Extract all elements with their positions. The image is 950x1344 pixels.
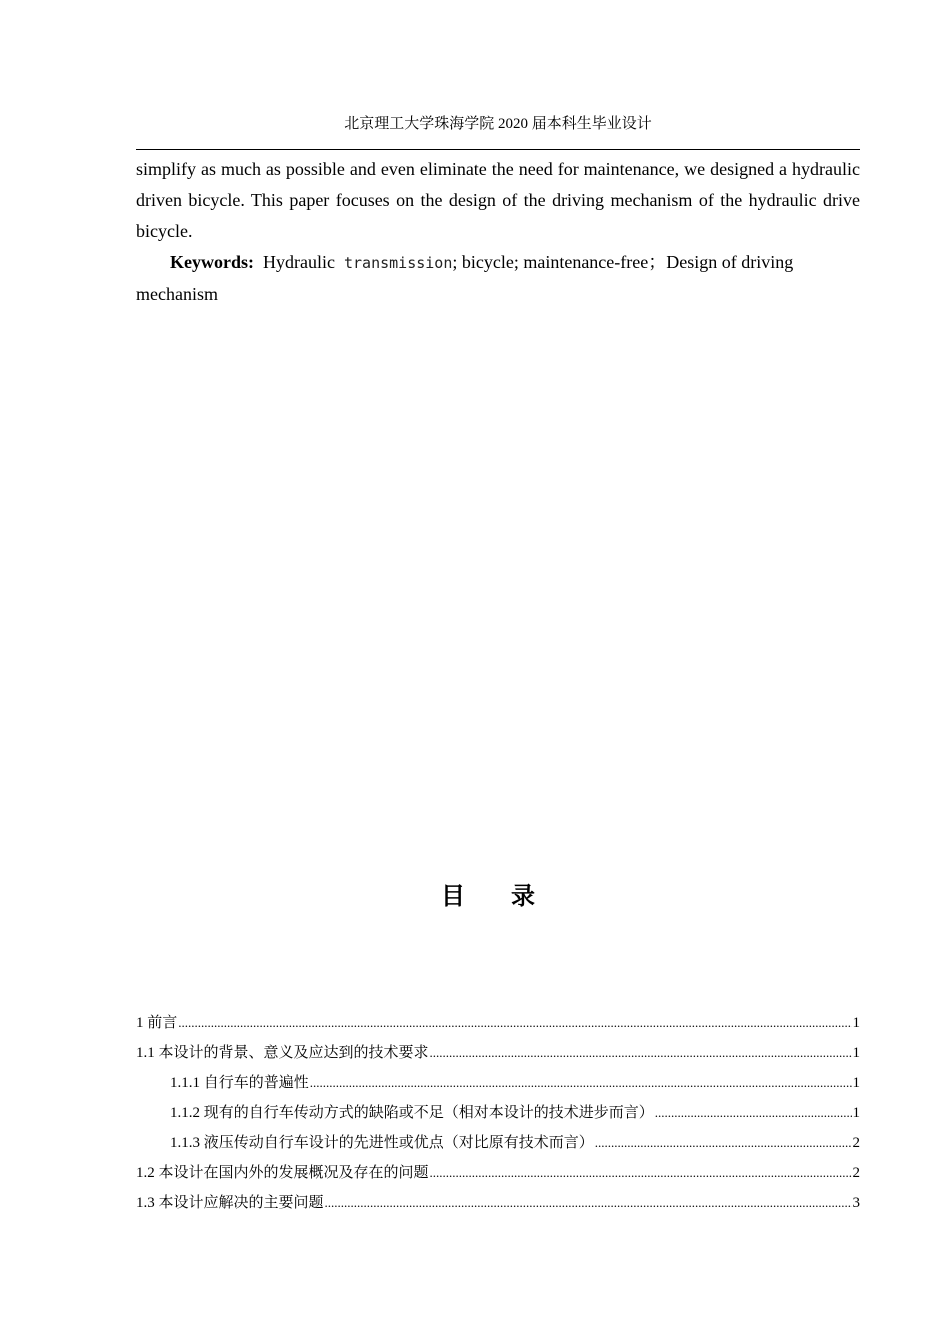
toc-entry-text: 1.1.1 自行车的普遍性	[170, 1075, 309, 1091]
toc-entry[interactable]	[136, 1160, 860, 1190]
toc-entry[interactable]	[136, 1070, 860, 1100]
toc-entry-text: 1 前言	[136, 1015, 178, 1031]
toc-entry-page: 1	[852, 1015, 860, 1031]
toc-leader-dots	[595, 1130, 852, 1156]
page-header: 北京理工大学珠海学院 2020 届本科生毕业设计	[344, 116, 652, 132]
toc-entry-text: 1.1 本设计的背景、意义及应达到的技术要求	[136, 1045, 429, 1061]
toc-entry-text: 1.1.3 液压传动自行车设计的先进性或优点（对比原有技术而言）	[170, 1135, 594, 1151]
toc-entry-text: 1.3 本设计应解决的主要问题	[136, 1195, 324, 1211]
toc-entry[interactable]	[136, 1010, 860, 1040]
toc-entry-page: 3	[852, 1195, 860, 1211]
toc-entry-page: 1	[852, 1045, 860, 1061]
toc-entry-page: 2	[852, 1165, 860, 1181]
toc-leader-dots	[325, 1190, 852, 1216]
abstract-body	[136, 154, 860, 310]
keywords-rest: ; bicycle; maintenance-free；Design of driving mechanism	[136, 252, 794, 304]
toc-leader-dots	[430, 1160, 852, 1186]
toc-entry[interactable]	[136, 1100, 860, 1130]
toc-entry-page: 1	[852, 1075, 860, 1091]
toc-entry-text: 1.1.2 现有的自行车传动方式的缺陷或不足（相对本设计的技术进步而言）	[170, 1105, 654, 1121]
toc-entry-page: 2	[852, 1135, 860, 1151]
toc-entry[interactable]	[136, 1040, 860, 1070]
keywords-paragraph	[136, 247, 860, 310]
toc-leader-dots	[655, 1100, 852, 1126]
toc-leader-dots	[430, 1040, 852, 1066]
toc-entry-page: 1	[852, 1105, 860, 1121]
keywords-prefix: Hydraulic	[263, 252, 335, 272]
keywords-label: Keywords:	[170, 252, 254, 272]
toc-title: 目 录	[441, 884, 555, 910]
toc-entry-text: 1.2 本设计在国内外的发展概况及存在的问题	[136, 1165, 429, 1181]
abstract-continuation: simplify as much as possible and even eliminate the need for maintenance, we designed a hydraulic driven bicycle. This paper focuses on the design of the driving mechanism of the hydraulic drive bicycle.	[136, 159, 860, 241]
toc-entry[interactable]	[136, 1190, 860, 1220]
toc-entry[interactable]	[136, 1130, 860, 1160]
toc-leader-dots	[310, 1070, 852, 1096]
keywords-mono: transmission	[343, 254, 453, 272]
table-of-contents	[136, 1010, 860, 1220]
toc-leader-dots	[178, 1010, 851, 1036]
header-rule	[136, 149, 860, 150]
